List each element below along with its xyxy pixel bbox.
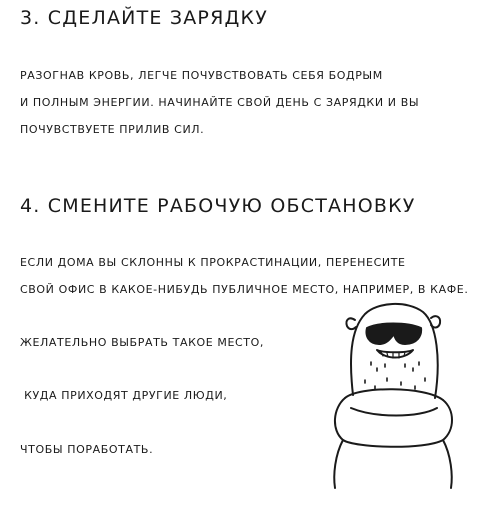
section-4-text-line-1: ЕСЛИ ДОМА ВЫ СКЛОННЫ К ПРОКРАСТИНАЦИИ, ПЕРЕНЕСИТЕ — [20, 256, 406, 269]
section-4-text-line-2: СВОЙ ОФИС В КАКОЕ-НИБУДЬ ПУБЛИЧНОЕ МЕСТО, НАПРИМЕР, В КАФЕ. — [20, 283, 469, 296]
section-4-heading: 4. СМЕНИТЕ РАБОЧУЮ ОБСТАНОВКУ — [20, 195, 416, 217]
section-3-text-line-1: РАЗОГНАВ КРОВЬ, ЛЕГЧЕ ПОЧУВСТВОВАТЬ СЕБЯ БОДРЫМ — [20, 69, 383, 82]
section-4-text-line-4: КУДА ПРИХОДЯТ ДРУГИЕ ЛЮДИ, — [20, 389, 228, 402]
section-3-text-line-2: И ПОЛНЫМ ЭНЕРГИИ. НАЧИНАЙТЕ СВОЙ ДЕНЬ С ЗАРЯДКИ И ВЫ — [20, 96, 420, 109]
seal-with-sunglasses-icon — [325, 290, 460, 490]
section-4-text-line-5: ЧТОБЫ ПОРАБОТАТЬ. — [20, 443, 154, 456]
section-3-text-line-3: ПОЧУВСТВУЕТЕ ПРИЛИВ СИЛ. — [20, 123, 205, 136]
section-4-text-line-3: ЖЕЛАТЕЛЬНО ВЫБРАТЬ ТАКОЕ МЕСТО, — [20, 336, 264, 349]
section-3-heading: 3. СДЕЛАЙТЕ ЗАРЯДКУ — [20, 7, 268, 29]
